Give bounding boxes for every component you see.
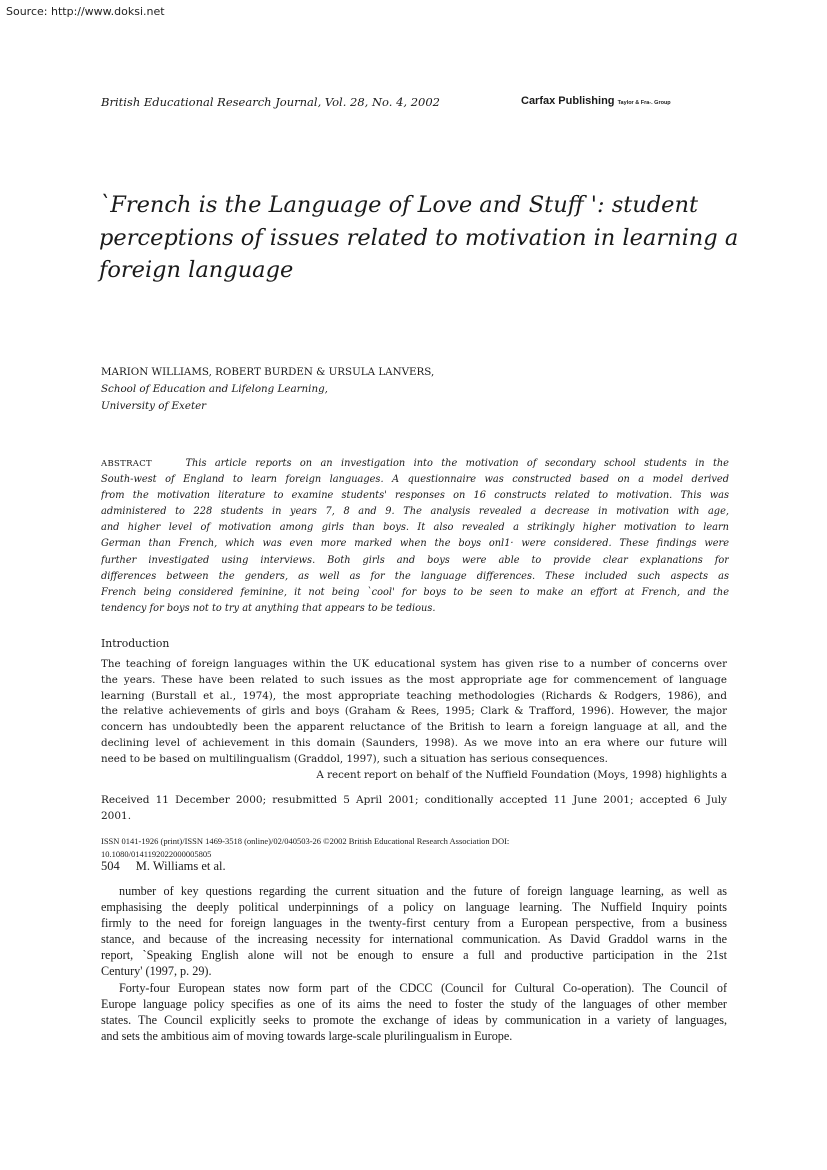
abstract-line: administered to 228 students in years 7, 8 and 9. The analysis revealed a decrease in motivation with age, [101,506,729,518]
received-dates [101,792,727,824]
author-line [101,398,721,415]
body-line: concern has undoubtedly been the apparent reluctance of the British to learn a foreign language at all, and the [101,721,727,734]
journal-citation: British Educational Research Journal, Vol. 28, No. 4, 2002 [101,95,440,109]
doi-line: 10.1080/0141192022000005805 [101,849,212,859]
abstract-line: tendency for boys not to try at anything that appears to be tedious. [101,602,436,614]
abstract-line: ABSTRACT This article reports on an investigation into the motivation of secondary school students in the [101,458,729,469]
issn-block [101,835,727,861]
abstract-line: South-west of England to learn foreign languages. A questionnaire was constructed based on a model derived [101,474,729,486]
article-title [99,189,739,287]
body-line: the years. These have been related to such issues as the most appropriate age for commencement of language [101,673,727,686]
author-block [101,364,721,415]
page-number: 504 [101,859,120,873]
body-line: learning (Burstall et al., 1974), the most appropriate teaching methodologies (Richards & Rodgers, 1986), and [101,689,727,702]
body-line: firmly to the need for foreign languages in the twenty-first century from a European perspective, from a business [101,916,727,931]
abstract-line: differences between the genders, as well as for the language differences. These included such aspects as [101,570,729,582]
body-text [101,883,727,1044]
title-line: perceptions of issues related to motivation in learning a [99,224,739,251]
received-line: Received 11 December 2000; resubmitted 5 April 2001; conditionally accepted 11 June 2001; accepted 6 July [101,794,727,806]
title-line: `French is the Language of Love and Stuff ': student [99,192,699,218]
body-line: emphasising the deeply political underpinnings of a policy on language learning. The Nuffield Inquiry points [101,900,727,915]
abstract-line: further investigated using interviews. Both girls and boys were able to provide clear explanations for [101,554,729,566]
abstract-line: French being considered feminine, it not being `cool' for boys to be seen to make an effort at French, and the [101,586,729,598]
running-author: M. Williams et al. [135,859,226,873]
section-heading: Introduction [101,637,170,650]
body-line: report, `Speaking English alone will not be enough to ensure a full and productive participation in the 21st [101,948,727,963]
publisher-group: Taylor & Fra-. Group [617,100,671,106]
source-url: Source: http://www.doksi.net [6,5,165,18]
body-line: the relative achievements of girls and boys (Graham & Rees, 1995; Clark & Trafford, 1996). However, the major [101,705,727,718]
abstract-line: and higher level of motivation among girls than boys. It also revealed a strikingly higher motivation to learn [101,522,729,534]
author-line [101,364,721,398]
body-line: stance, and because of the increasing necessity for international communication. As David Graddol warns in the [101,932,727,947]
received-line: 2001. [101,810,132,822]
publisher-logo [521,95,671,107]
page-header [101,859,226,874]
body-line: declining level of achievement in this domain (Saunders, 1998). As we move into an era where our future will [101,736,727,749]
body-line: need to be based on multilingualism (Graddol, 1997), such a situation has serious consequences. [101,752,608,765]
body-line: Century' (1997, p. 29). [101,964,212,979]
body-line: number of key questions regarding the current situation and the future of foreign language learning, as well as [119,884,727,898]
author-names: MARION WILLIAMS, ROBERT BURDEN & URSULA LANVERS, [101,366,435,378]
title-line: foreign language [99,257,294,283]
introduction-text [101,657,727,783]
body-line: A recent report on behalf of the Nuffield Foundation (Moys, 1998) highlights a [316,768,727,781]
affiliation: University of Exeter [101,400,207,412]
affiliation: School of Education and Lifelong Learning, [101,383,328,395]
body-line: Forty-four European states now form part of the CDCC (Council for Cultural Co-operation). The Council of [119,980,727,995]
body-line: Europe language policy specifies as one of its aims the need to foster the study of the languages of other member [101,996,727,1011]
publisher-name: Carfax Publishing [521,95,615,107]
abstract-line: from the motivation literature to examine students' responses on 16 constructs related to motivation. This was [101,490,729,502]
abstract [101,456,729,617]
issn-line: ISSN 0141-1926 (print)/ISSN 1469-3518 (online)/02/040503-26 ©2002 British Educational Research Association DOI: [101,836,510,846]
body-line: and sets the ambitious aim of moving towards large-scale plurilingualism in Europe. [101,1028,513,1043]
abstract-line: German than French, which was even more marked when the boys onl1· were considered. These findings were [101,538,729,550]
body-line: states. The Council explicitly seeks to promote the exchange of ideas by communication in a variety of languages, [101,1012,727,1027]
abstract-label: ABSTRACT [101,459,152,469]
body-line: The teaching of foreign languages within the UK educational system has given rise to a number of concerns over [101,658,727,670]
